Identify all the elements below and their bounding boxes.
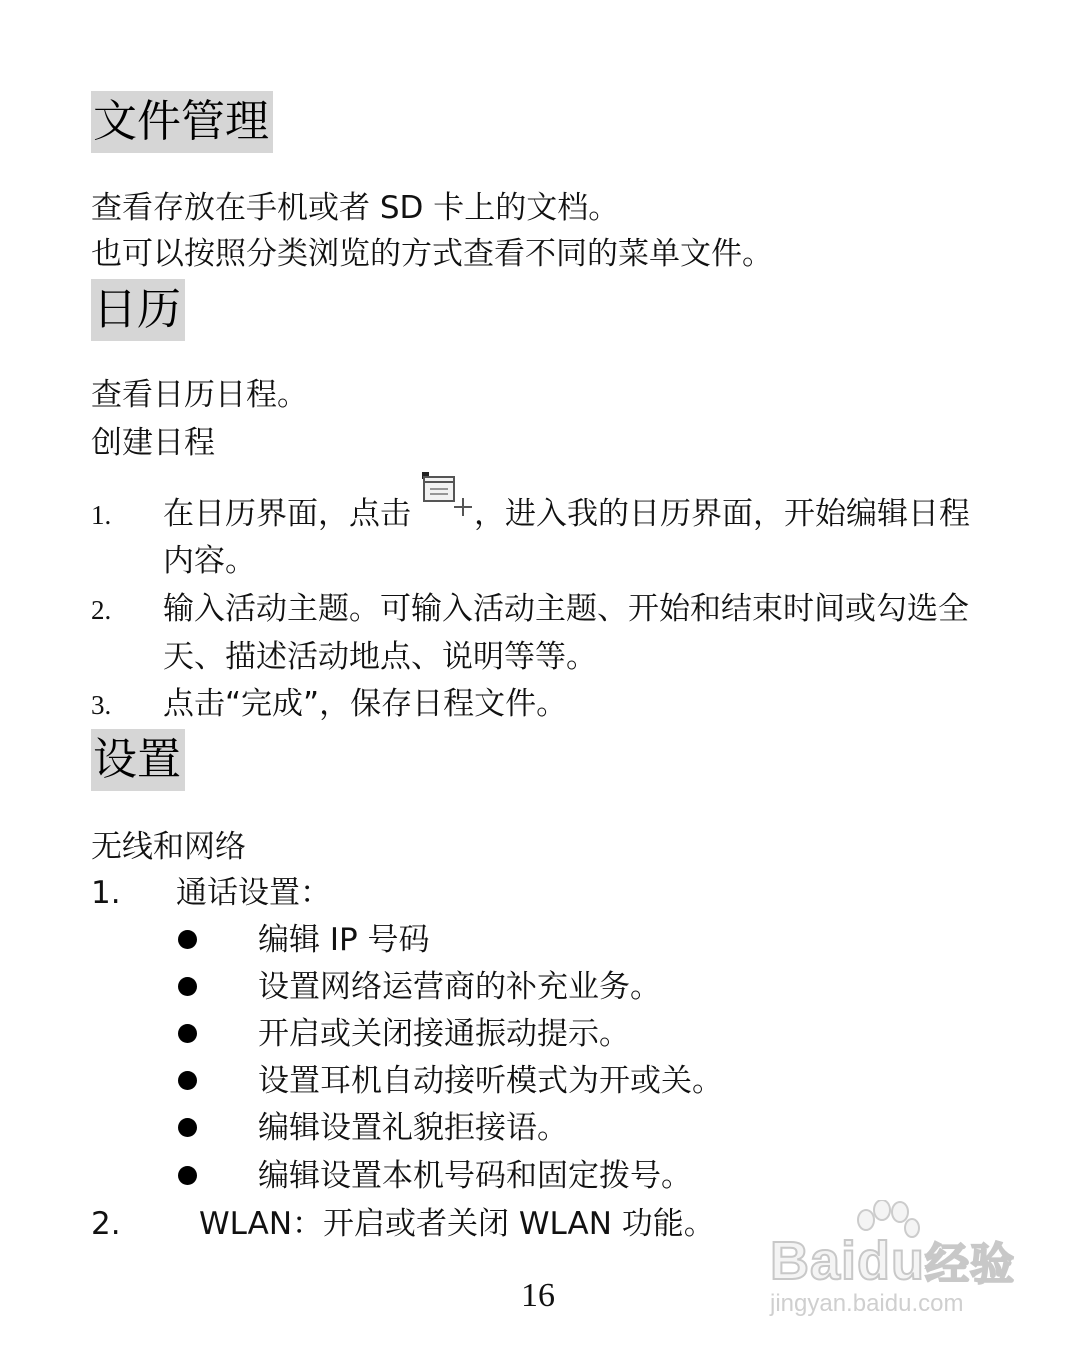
list-item: 编辑 IP 号码 <box>258 922 430 958</box>
step-1-text-b: ，进入我的日历界面，开始编辑日程 <box>474 496 970 532</box>
step-1-text-a: 在日历界面，点击 <box>163 496 411 532</box>
list-item: 编辑设置礼貌拒接语。 <box>258 1110 568 1146</box>
section-title-calendar: 日历 <box>91 279 185 341</box>
step-number: 3. <box>91 690 112 720</box>
watermark-url: jingyan.baidu.com <box>770 1290 964 1317</box>
settings-item-number: 2. <box>91 1206 121 1242</box>
bullet-icon <box>178 1166 197 1185</box>
step-2-text-line1: 输入活动主题。可输入活动主题、开始和结束时间或勾选全 <box>163 591 969 627</box>
bullet-icon <box>178 1024 197 1043</box>
bullet-icon <box>178 977 197 996</box>
section-title-settings: 设置 <box>91 729 185 791</box>
file-manager-line-2: 也可以按照分类浏览的方式查看不同的菜单文件。 <box>91 236 773 272</box>
list-item: 设置网络运营商的补充业务。 <box>258 969 661 1005</box>
bullet-icon <box>178 1118 197 1137</box>
step-2-text-line2: 天、描述活动地点、说明等等。 <box>163 639 597 675</box>
watermark-logo-text-a: Bai <box>770 1231 858 1291</box>
section-title-file-manager: 文件管理 <box>91 91 273 153</box>
file-manager-line-1: 查看存放在手机或者 SD 卡上的文档。 <box>91 190 620 226</box>
watermark-logo <box>770 1200 1020 1320</box>
list-item: 编辑设置本机号码和固定拨号。 <box>258 1158 692 1194</box>
step-number: 1. <box>91 500 112 530</box>
settings-item-label: 通话设置： <box>176 875 331 911</box>
watermark-logo-text-b: du <box>857 1231 926 1291</box>
step-1-text-line2: 内容。 <box>163 543 256 579</box>
step-number: 2. <box>91 595 112 625</box>
calendar-intro: 查看日历日程。 <box>91 377 308 413</box>
list-item: 开启或关闭接通振动提示。 <box>258 1016 630 1052</box>
page-number: 16 <box>521 1277 555 1314</box>
settings-item-number: 1. <box>91 875 121 911</box>
bullet-icon <box>178 930 197 949</box>
step-3-text: 点击“完成”，保存日程文件。 <box>163 686 568 722</box>
bullet-icon <box>178 1071 197 1090</box>
wlan-text: WLAN：开启或者关闭 WLAN 功能。 <box>199 1206 715 1242</box>
settings-subheading: 无线和网络 <box>91 829 246 865</box>
watermark-logo-text-c: 经验 <box>925 1240 1016 1289</box>
list-item: 设置耳机自动接听模式为开或关。 <box>258 1063 723 1099</box>
calendar-subheading: 创建日程 <box>91 425 215 461</box>
new-event-icon <box>420 470 474 518</box>
